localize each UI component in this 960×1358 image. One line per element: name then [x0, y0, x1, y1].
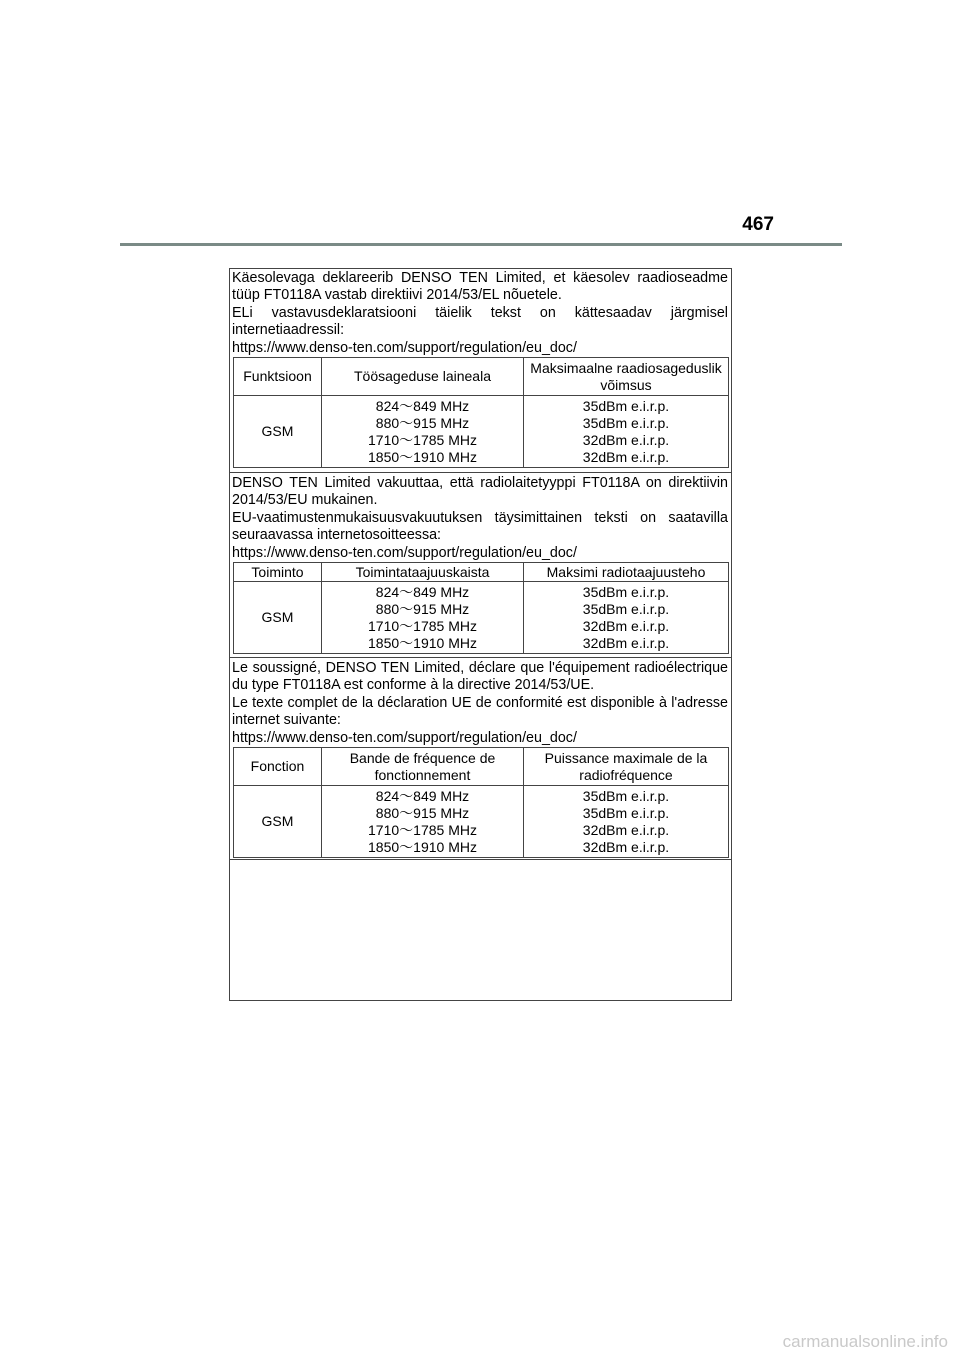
bands-cell: [322, 396, 524, 468]
declaration-url[interactable]: https://www.denso-ten.com/support/regulation/eu_doc/: [232, 544, 577, 561]
function-cell: GSM: [234, 396, 322, 468]
header-rule: [120, 243, 842, 246]
band-value: 1850～1910 MHz: [368, 838, 477, 855]
table-header: Puissance maximale de la radiofréquence: [524, 748, 729, 786]
power-value: 35dBm e.i.r.p.: [582, 600, 670, 617]
table-header: Maksimi radiotaajuusteho: [524, 563, 729, 582]
spec-table: [233, 562, 729, 654]
band-value: 1850～1910 MHz: [368, 448, 477, 465]
table-header: Toimintataajuuskaista: [322, 563, 524, 582]
bands-cell: [322, 786, 524, 858]
section-divider: [230, 472, 731, 473]
function-cell: GSM: [234, 786, 322, 858]
band-value: 824～849 MHz: [375, 787, 470, 804]
section-estonian: [230, 270, 730, 468]
page-number: 467: [742, 214, 774, 235]
power-value: 32dBm e.i.r.p.: [582, 821, 670, 838]
table-header: Maksimaalne raadiosageduslik võimsus: [524, 358, 729, 396]
paragraph: Le soussigné, DENSO TEN Limited, déclare que l'équipement radioélectrique du type FT0118A est conforme à la directive 2014/53/UE.: [232, 660, 728, 694]
band-value: 824～849 MHz: [375, 583, 470, 600]
power-value: 35dBm e.i.r.p.: [582, 804, 670, 821]
power-value: 32dBm e.i.r.p.: [582, 838, 670, 855]
function-cell: GSM: [234, 582, 322, 654]
table-header: Funktsioon: [234, 358, 322, 396]
spec-table: [233, 357, 729, 468]
section-divider: [230, 859, 731, 860]
watermark: carmanualsonline.info: [782, 1332, 948, 1351]
paragraph: Käesolevaga deklareerib DENSO TEN Limited, et käesolev raadioseadme tüüp FT0118A vastab direktiivi 2014/53/EL nõuetele.: [232, 270, 728, 304]
table-header: Bande de fréquence de fonctionnement: [322, 748, 524, 786]
power-value: 32dBm e.i.r.p.: [582, 617, 670, 634]
power-value: 35dBm e.i.r.p.: [582, 787, 670, 804]
power-value: 35dBm e.i.r.p.: [582, 414, 670, 431]
band-value: 1710～1785 MHz: [368, 431, 477, 448]
power-value: 32dBm e.i.r.p.: [582, 431, 670, 448]
band-value: 1710～1785 MHz: [368, 617, 477, 634]
band-value: 880～915 MHz: [375, 600, 470, 617]
band-value: 824～849 MHz: [375, 397, 470, 414]
table-header: Töösageduse laineala: [322, 358, 524, 396]
band-value: 880～915 MHz: [375, 414, 470, 431]
band-value: 1850～1910 MHz: [368, 634, 477, 651]
band-value: 1710～1785 MHz: [368, 821, 477, 838]
paragraph: Le texte complet de la déclaration UE de conformité est disponible à l'adresse internet suivante:: [232, 694, 728, 729]
table-header: Toiminto: [234, 563, 322, 582]
bands-cell: [322, 582, 524, 654]
power-value: 35dBm e.i.r.p.: [582, 397, 670, 414]
table-header: Fonction: [234, 748, 322, 786]
paragraph: DENSO TEN Limited vakuuttaa, että radiolaitetyyppi FT0118A on direktiivin 2014/53/EU mukainen.: [232, 475, 728, 509]
section-divider: [230, 657, 731, 658]
paragraph: EU-vaatimustenmukaisuusvakuutuksen täysimittainen teksti on saatavilla seuraavassa internetosoitteessa:: [232, 509, 728, 544]
declaration-url[interactable]: https://www.denso-ten.com/support/regulation/eu_doc/: [232, 339, 577, 356]
band-value: 880～915 MHz: [375, 804, 470, 821]
power-cell: [524, 582, 729, 654]
power-value: 32dBm e.i.r.p.: [582, 634, 670, 651]
power-cell: [524, 786, 729, 858]
power-cell: [524, 396, 729, 468]
declaration-url[interactable]: https://www.denso-ten.com/support/regulation/eu_doc/: [232, 729, 577, 746]
section-finnish: [230, 475, 730, 654]
paragraph: ELi vastavusdeklaratsiooni täielik tekst on kättesaadav järgmisel internetiaadressil:: [232, 304, 728, 339]
power-value: 35dBm e.i.r.p.: [582, 583, 670, 600]
spec-table: [233, 747, 729, 858]
power-value: 32dBm e.i.r.p.: [582, 448, 670, 465]
section-french: [230, 660, 730, 858]
